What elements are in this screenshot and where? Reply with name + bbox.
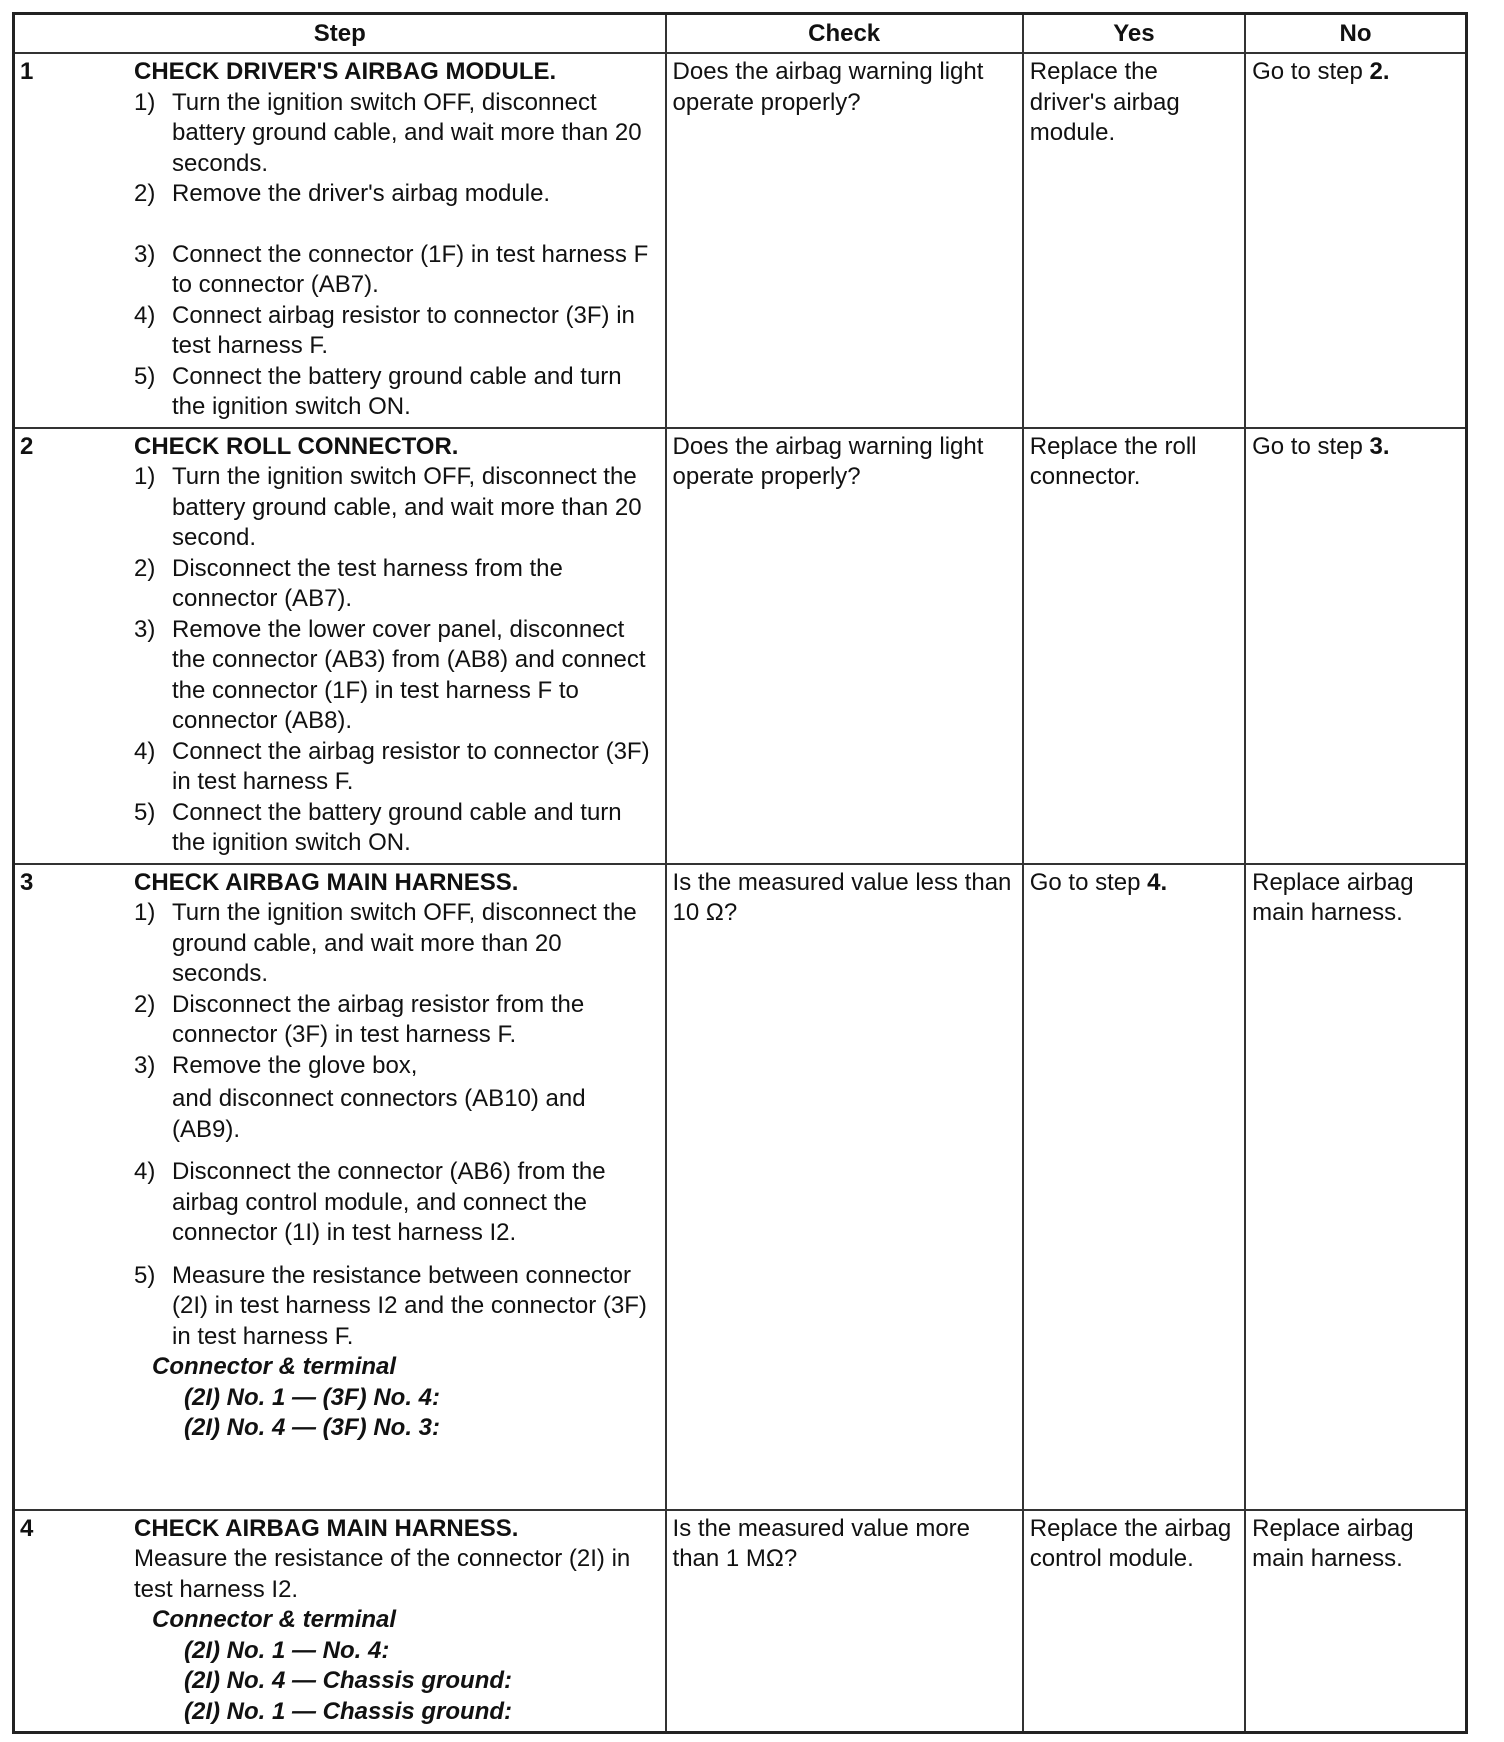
- list-item: and disconnect connectors (AB10) and (AB9).: [172, 1085, 586, 1143]
- step-title: CHECK ROLL CONNECTOR.: [134, 432, 459, 460]
- list-item: 5) Connect the battery ground cable and turn the ignition switch ON.: [134, 798, 622, 856]
- table-row: [14, 864, 1467, 1510]
- step-cell: [14, 864, 666, 1510]
- connector-terminal-block: [134, 1605, 659, 1727]
- list-item: 2) Remove the driver's airbag module.: [134, 180, 551, 207]
- step-list: [134, 898, 659, 1352]
- step-reference: 2.: [1369, 58, 1390, 85]
- step-list: [134, 88, 659, 423]
- connector-line: (2I) No. 1 — (3F) No. 4:: [184, 1383, 441, 1411]
- step-reference: 3.: [1369, 432, 1390, 460]
- list-item: 4) Connect airbag resistor to connector (3F) in test harness F.: [134, 301, 635, 359]
- header-row: [14, 14, 1467, 54]
- step-cell: [14, 53, 666, 428]
- check-cell: Is the measured value more than 1 MΩ?: [666, 1510, 1023, 1733]
- step-title: CHECK DRIVER'S AIRBAG MODULE.: [134, 58, 557, 85]
- connector-line: (2I) No. 1 — No. 4:: [184, 1636, 390, 1664]
- yes-cell: Go to step 4.: [1023, 864, 1245, 1510]
- connector-line: (2I) No. 1 — Chassis ground:: [184, 1697, 513, 1725]
- list-item: 4) Disconnect the connector (AB6) from the airbag control module, and connect the connector (1I) in test harness I2.: [134, 1158, 606, 1246]
- list-item: 1) Turn the ignition switch OFF, disconnect the ground cable, and wait more than 20 seconds.: [134, 899, 637, 987]
- list-item: 1) Turn the ignition switch OFF, disconnect the battery ground cable, and wait more than 20 second.: [134, 463, 642, 551]
- connector-terminal-block: [134, 1352, 659, 1444]
- no-cell: Replace airbag main harness.: [1245, 864, 1466, 1510]
- step-list: [134, 462, 659, 859]
- step-number: 2: [20, 432, 34, 460]
- step-intro: Measure the resistance of the connector (2I) in test harness I2.: [134, 1545, 631, 1603]
- header-check: Check: [666, 14, 1023, 54]
- step-cell: [14, 1510, 666, 1733]
- step-title: CHECK AIRBAG MAIN HARNESS.: [134, 1514, 519, 1542]
- list-item: 4) Connect the airbag resistor to connector (3F) in test harness F.: [134, 737, 650, 795]
- table-row: [14, 1510, 1467, 1733]
- yes-cell: Replace the airbag control module.: [1023, 1510, 1245, 1733]
- check-cell: Does the airbag warning light operate properly?: [666, 53, 1023, 428]
- connector-heading: Connector & terminal: [152, 1606, 397, 1633]
- connector-heading: Connector & terminal: [152, 1353, 397, 1380]
- connector-line: (2I) No. 4 — (3F) No. 3:: [184, 1414, 441, 1441]
- step-reference: 4.: [1147, 868, 1168, 896]
- header-no: No: [1245, 14, 1466, 54]
- check-cell: Does the airbag warning light operate properly?: [666, 428, 1023, 864]
- check-cell: Is the measured value less than 10 Ω?: [666, 864, 1023, 1510]
- table-row: [14, 53, 1467, 428]
- list-item: 5) Measure the resistance between connector (2I) in test harness I2 and the connector (3F) in test harness F.: [134, 1261, 647, 1350]
- step-number: 1: [20, 58, 34, 85]
- list-item: 3) Connect the connector (1F) in test harness F to connector (AB7).: [134, 240, 649, 298]
- step-number: 3: [20, 868, 34, 896]
- yes-cell: Replace the roll connector.: [1023, 428, 1245, 864]
- connector-line: (2I) No. 4 — Chassis ground:: [184, 1667, 513, 1694]
- header-step: Step: [14, 14, 666, 54]
- diagnostic-table: [12, 12, 1468, 1734]
- no-cell: Replace airbag main harness.: [1245, 1510, 1466, 1733]
- list-item: 2) Disconnect the airbag resistor from the connector (3F) in test harness F.: [134, 990, 585, 1048]
- yes-cell: Replace the driver's airbag module.: [1023, 53, 1245, 428]
- step-number: 4: [20, 1514, 34, 1542]
- table-row: [14, 428, 1467, 864]
- no-cell: Go to step 3.: [1245, 428, 1466, 864]
- list-item: 1) Turn the ignition switch OFF, disconnect battery ground cable, and wait more than 20 seconds.: [134, 88, 642, 177]
- no-cell: Go to step 2.: [1245, 53, 1466, 428]
- list-item: 3) Remove the glove box,: [134, 1051, 418, 1079]
- list-item: 5) Connect the battery ground cable and turn the ignition switch ON.: [134, 362, 622, 420]
- list-item: 3) Remove the lower cover panel, disconnect the connector (AB3) from (AB8) and connect the connector (1F) in test harness F to connector (AB8).: [134, 615, 646, 734]
- header-yes: Yes: [1023, 14, 1245, 54]
- list-item: 2) Disconnect the test harness from the connector (AB7).: [134, 554, 563, 612]
- step-cell: [14, 428, 666, 864]
- step-title: CHECK AIRBAG MAIN HARNESS.: [134, 868, 519, 896]
